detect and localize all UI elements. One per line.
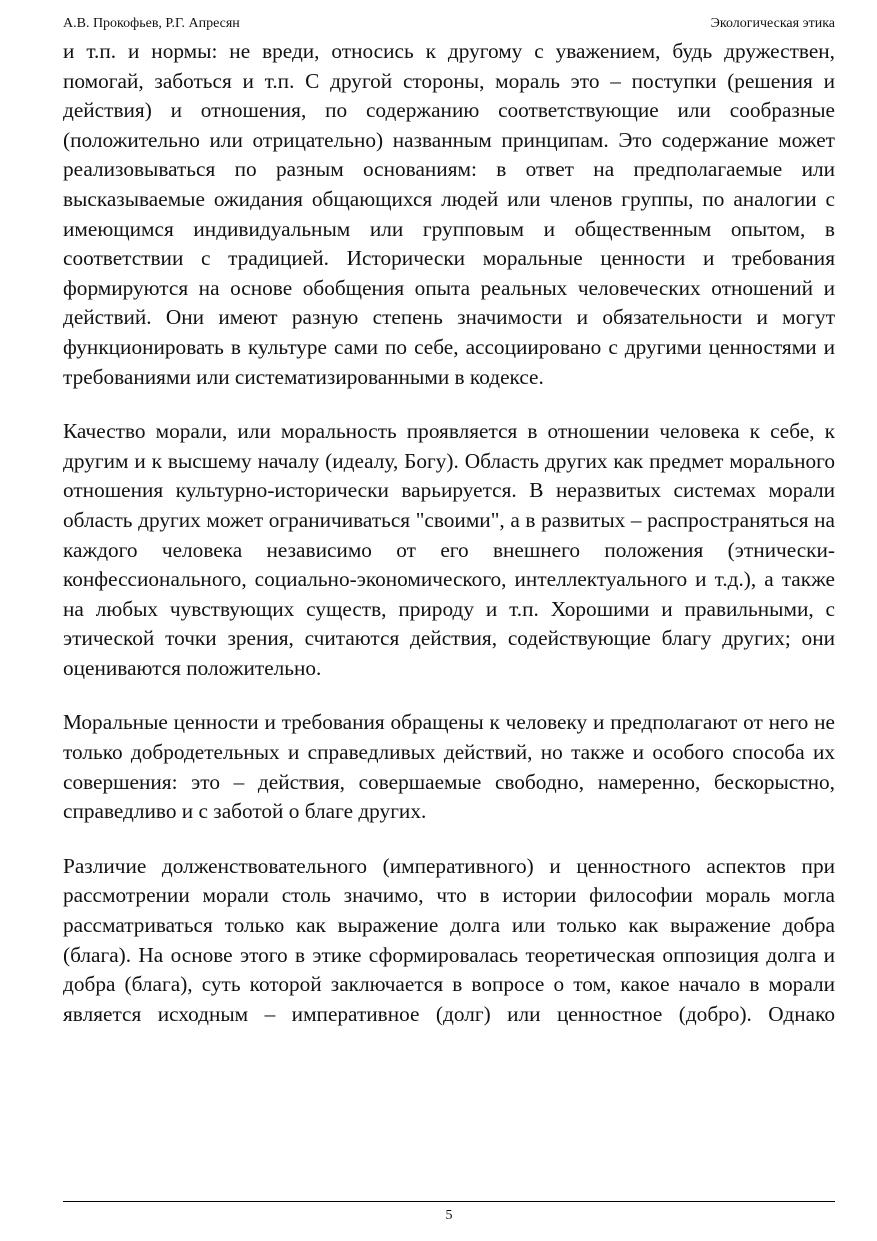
page-number: 5 (445, 1208, 453, 1223)
body-text (63, 37, 835, 1084)
header-authors: А.В. Прокофьев, Р.Г. Апресян (63, 16, 240, 31)
paragraph: Различие долженствовательного (императивного) и ценностного аспектов при рассмотрении морали столь значимо, что в истории философии мораль могла рассматриваться только как выражение долга или только как выражение добра (блага). На основе этого в этике сформировалась теоретическая оппозиция долга и добра (блага), суть которой заключается в вопросе о том, какое начало в морали является исходным – императивное (долг) или ценностное (добро). Однако (63, 853, 835, 1026)
running-header (63, 14, 835, 34)
page-footer (63, 1201, 835, 1226)
paragraph: Качество морали, или моральность проявляется в отношении человека к себе, к другим и к высшему началу (идеалу, Богу). Область других как предмет морального отношения культурно-исторически варьируется. В неразвитых системах морали область других может ограничиваться "своими", а в развитых – распространяться на каждого человека независимо от его внешнего положения (этнически-конфессионального, социально-экономического, интеллектуального и т.д.), а также на любых чувствующих существ, природу и т.п. Хорошими и правильными, с этической точки зрения, считаются действия, содействующие благу других; они оцениваются положительно. (63, 419, 835, 680)
paragraph: Моральные ценности и требования обращены к человеку и предполагают от него не только добродетельных и справедливых действий, но также и особого способа их совершения: это – действия, совершаемые свободно, намеренно, бескорыстно, справедливо и с заботой о благе других. (63, 710, 835, 824)
header-title: Экологическая этика (710, 16, 835, 31)
paragraph: и т.п. и нормы: не вреди, относись к другому с уважением, будь дружествен, помогай, заботься и т.п. С другой стороны, мораль это – поступки (решения и действия) и отношения, по содержанию соответствующие или сообразные (положительно или отрицательно) названным принципам. Это содержание может реализовываться по разным основаниям: в ответ на предполагаемые или высказываемые ожидания общающихся людей или членов группы, по аналогии с имеющимся индивидуальным или групповым и общественным опытом, в соответствии с традицией. Исторически моральные ценности и требования формируются на основе обобщения опыта реальных человеческих отношений и действий. Они имеют разную степень значимости и обязательности и могут функционировать в культуре сами по себе, ассоциировано с другими ценностями и требованиями или систематизированными в кодексе. (63, 39, 835, 389)
